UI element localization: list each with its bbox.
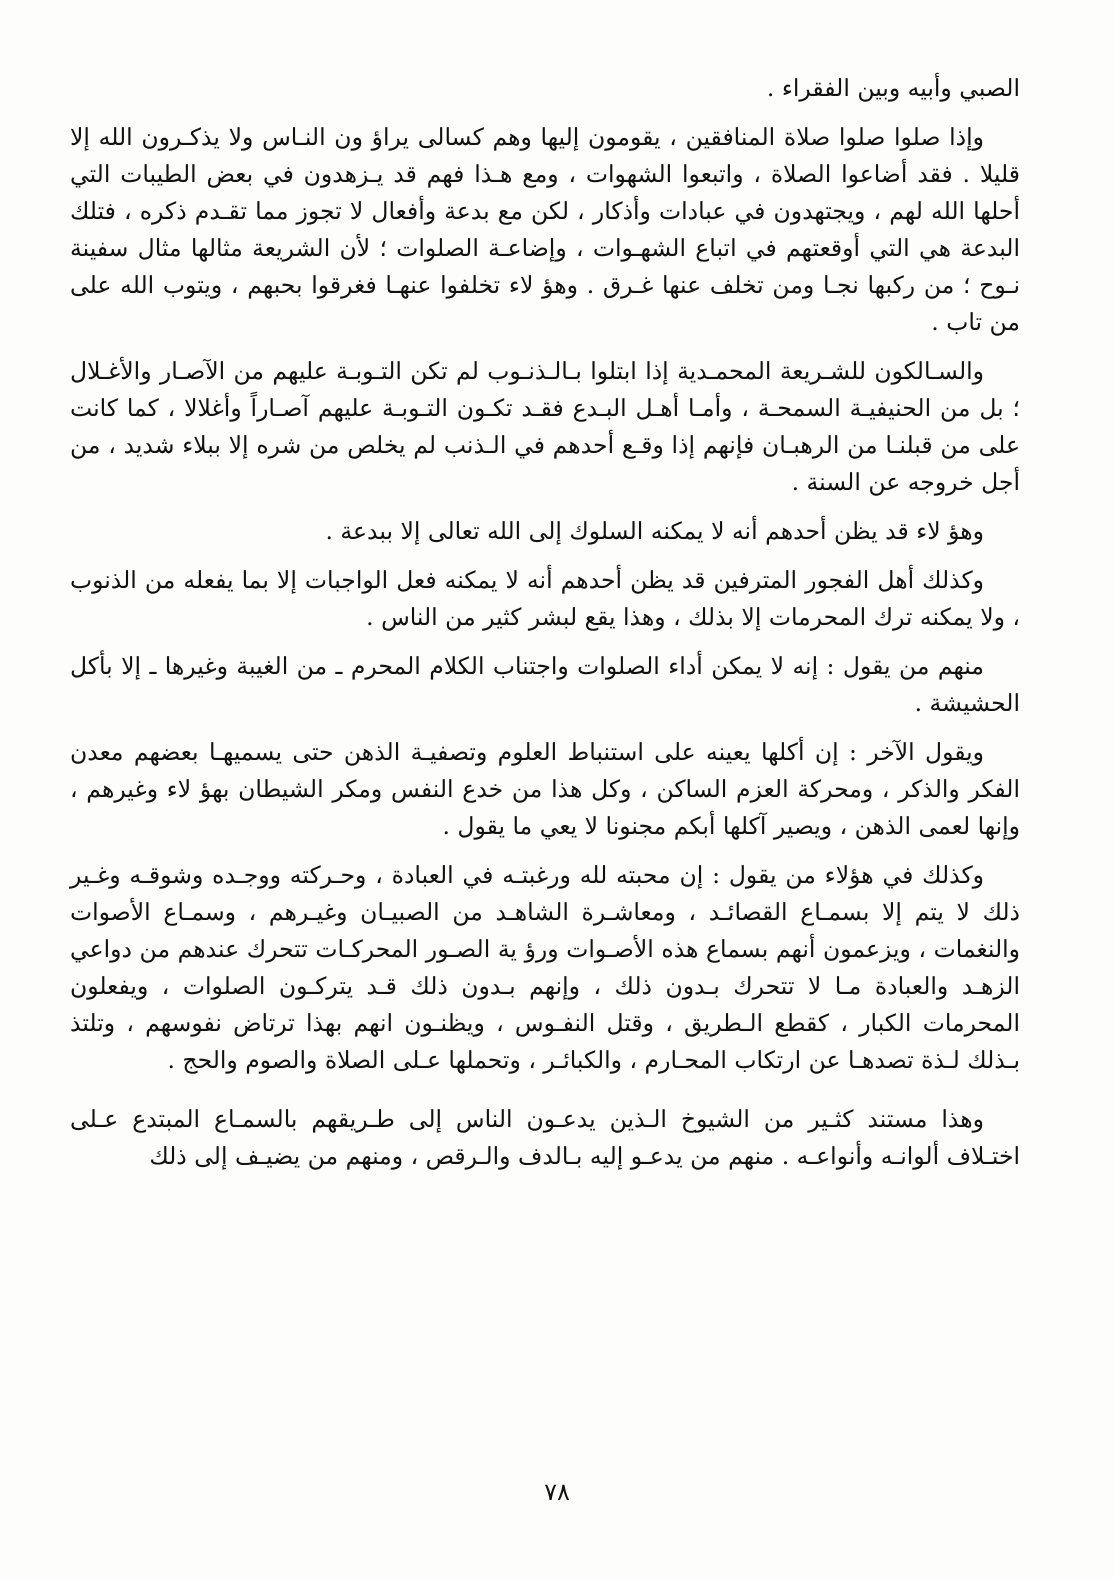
page-number: ٧٨: [544, 1478, 570, 1506]
paragraph-1: الصبي وأبيه وبين الفقراء .: [766, 74, 1020, 102]
body-text: [70, 70, 1020, 1187]
paragraph-6: منهم من يقول : إنه لا يمكن أداء الصلوات واجتناب الكلام المحرم ـ من الغيبة وغيرها ـ إلا بأكل الحشيشة .: [70, 652, 1020, 717]
paragraph-8: وكذلك في هؤلاء من يقول : إن محبته لله ورغبتـه في العبادة ، وحـركته ووجـده وشوقـه وغـير ذلك لا يتم إلا بسمـاع القصائـد ، ومعاشـرة الشاهـد من الصبيـان وغيـرهم ، وسمـاع الأصوات والنغمات ، ويزعمون أنهم بسماع هذه الأصـوات ورؤ ية الصـور المحركـات تتحرك عندهم من دواعي الزهـد والعبادة مـا لا تتحرك بـدون ذلك ، وإنهم بـدون ذلك قـد يتركـون الصلوات ، ويفعلون المحرمات الكبار ، كقطع الـطريق ، وقتل النفـوس ، ويظنـون انهم بهذا ترتاض نفوسهم ، وتلتذ بـذلك لـذة تصدهـا عن ارتكاب المحـارم ، والكبائـر ، وتحملها عـلى الصلاة والصوم والحج .: [70, 861, 1020, 1074]
paragraph-5: وكذلك أهل الفجور المترفين قد يظن أحدهم أنه لا يمكنه فعل الواجبات إلا بما يفعله من الذنوب ، ولا يمكنه ترك المحرمات إلا بذلك ، وهذا يقع لبشر كثير من الناس .: [70, 566, 1020, 631]
paragraph-4: وهؤ لاء قد يظن أحدهم أنه لا يمكنه السلوك إلى الله تعالى إلا ببدعة .: [325, 517, 984, 545]
paragraph-7: ويقول الآخر : إن أكلها يعينه على استنباط العلوم وتصفيـة الذهن حتى يسميهـا بعضهم معدن الفكر والذكر ، ومحركة العزم الساكن ، وكل هذا من خدع النفس ومكر الشيطان بهؤ لاء وغيرهم ، وإنها لعمى الذهن ، ويصير آكلها أبكم مجنونا لا يعي ما يقول .: [70, 738, 1020, 840]
paragraph-9: وهذا مستند كثـير من الشيوخ الـذين يدعـون الناس إلى طـريقهم بالسمـاع المبتدع عـلى اختـلاف ألوانـه وأنواعـه . منهم من يدعـو إليه بـالدف والـرقص ، ومنهم من يضيـف إلى ذلك: [70, 1105, 1020, 1170]
paragraph-3: والسـالكون للشـريعة المحمـدية إذا ابتلوا بـالـذنـوب لم تكن التـوبـة عليهم من الآصـار والأغـلال ؛ بل من الحنيفيـة السمحـة ، وأمـا أهـل البـدع فقـد تكـون التـوبـة عليهم آصـاراً وأغلالا ، كما كانت على من قبلنـا من الرهبـان فإنهم إذا وقـع أحدهم في الـذنب لم يخلص من شره إلا ببلاء شديد ، من أجل خروجه عن السنة .: [70, 357, 1020, 496]
paragraph-2: وإذا صلوا صلوا صلاة المنافقين ، يقومون إليها وهم كسالى يراؤ ون النـاس ولا يذكـرون الله إلا قليلا . فقد أضاعوا الصلاة ، واتبعوا الشهوات ، ومع هـذا فهم قد يـزهدون في بعض الطيبات التي أحلها الله لهم ، ويجتهدون في عبادات وأذكار ، لكن مع بدعة وأفعال لا تجوز مما تقـدم ذكره ، فتلك البدعة هي التي أوقعتهم في اتباع الشهـوات ، وإضاعـة الصلوات ؛ لأن الشريعة مثالها مثال سفينة نـوح ؛ من ركبها نجـا ومن تخلف عنها غـرق . وهؤ لاء تخلفوا عنهـا فغرقوا بحبهم ، ويتوب الله على من تاب .: [70, 123, 1020, 336]
